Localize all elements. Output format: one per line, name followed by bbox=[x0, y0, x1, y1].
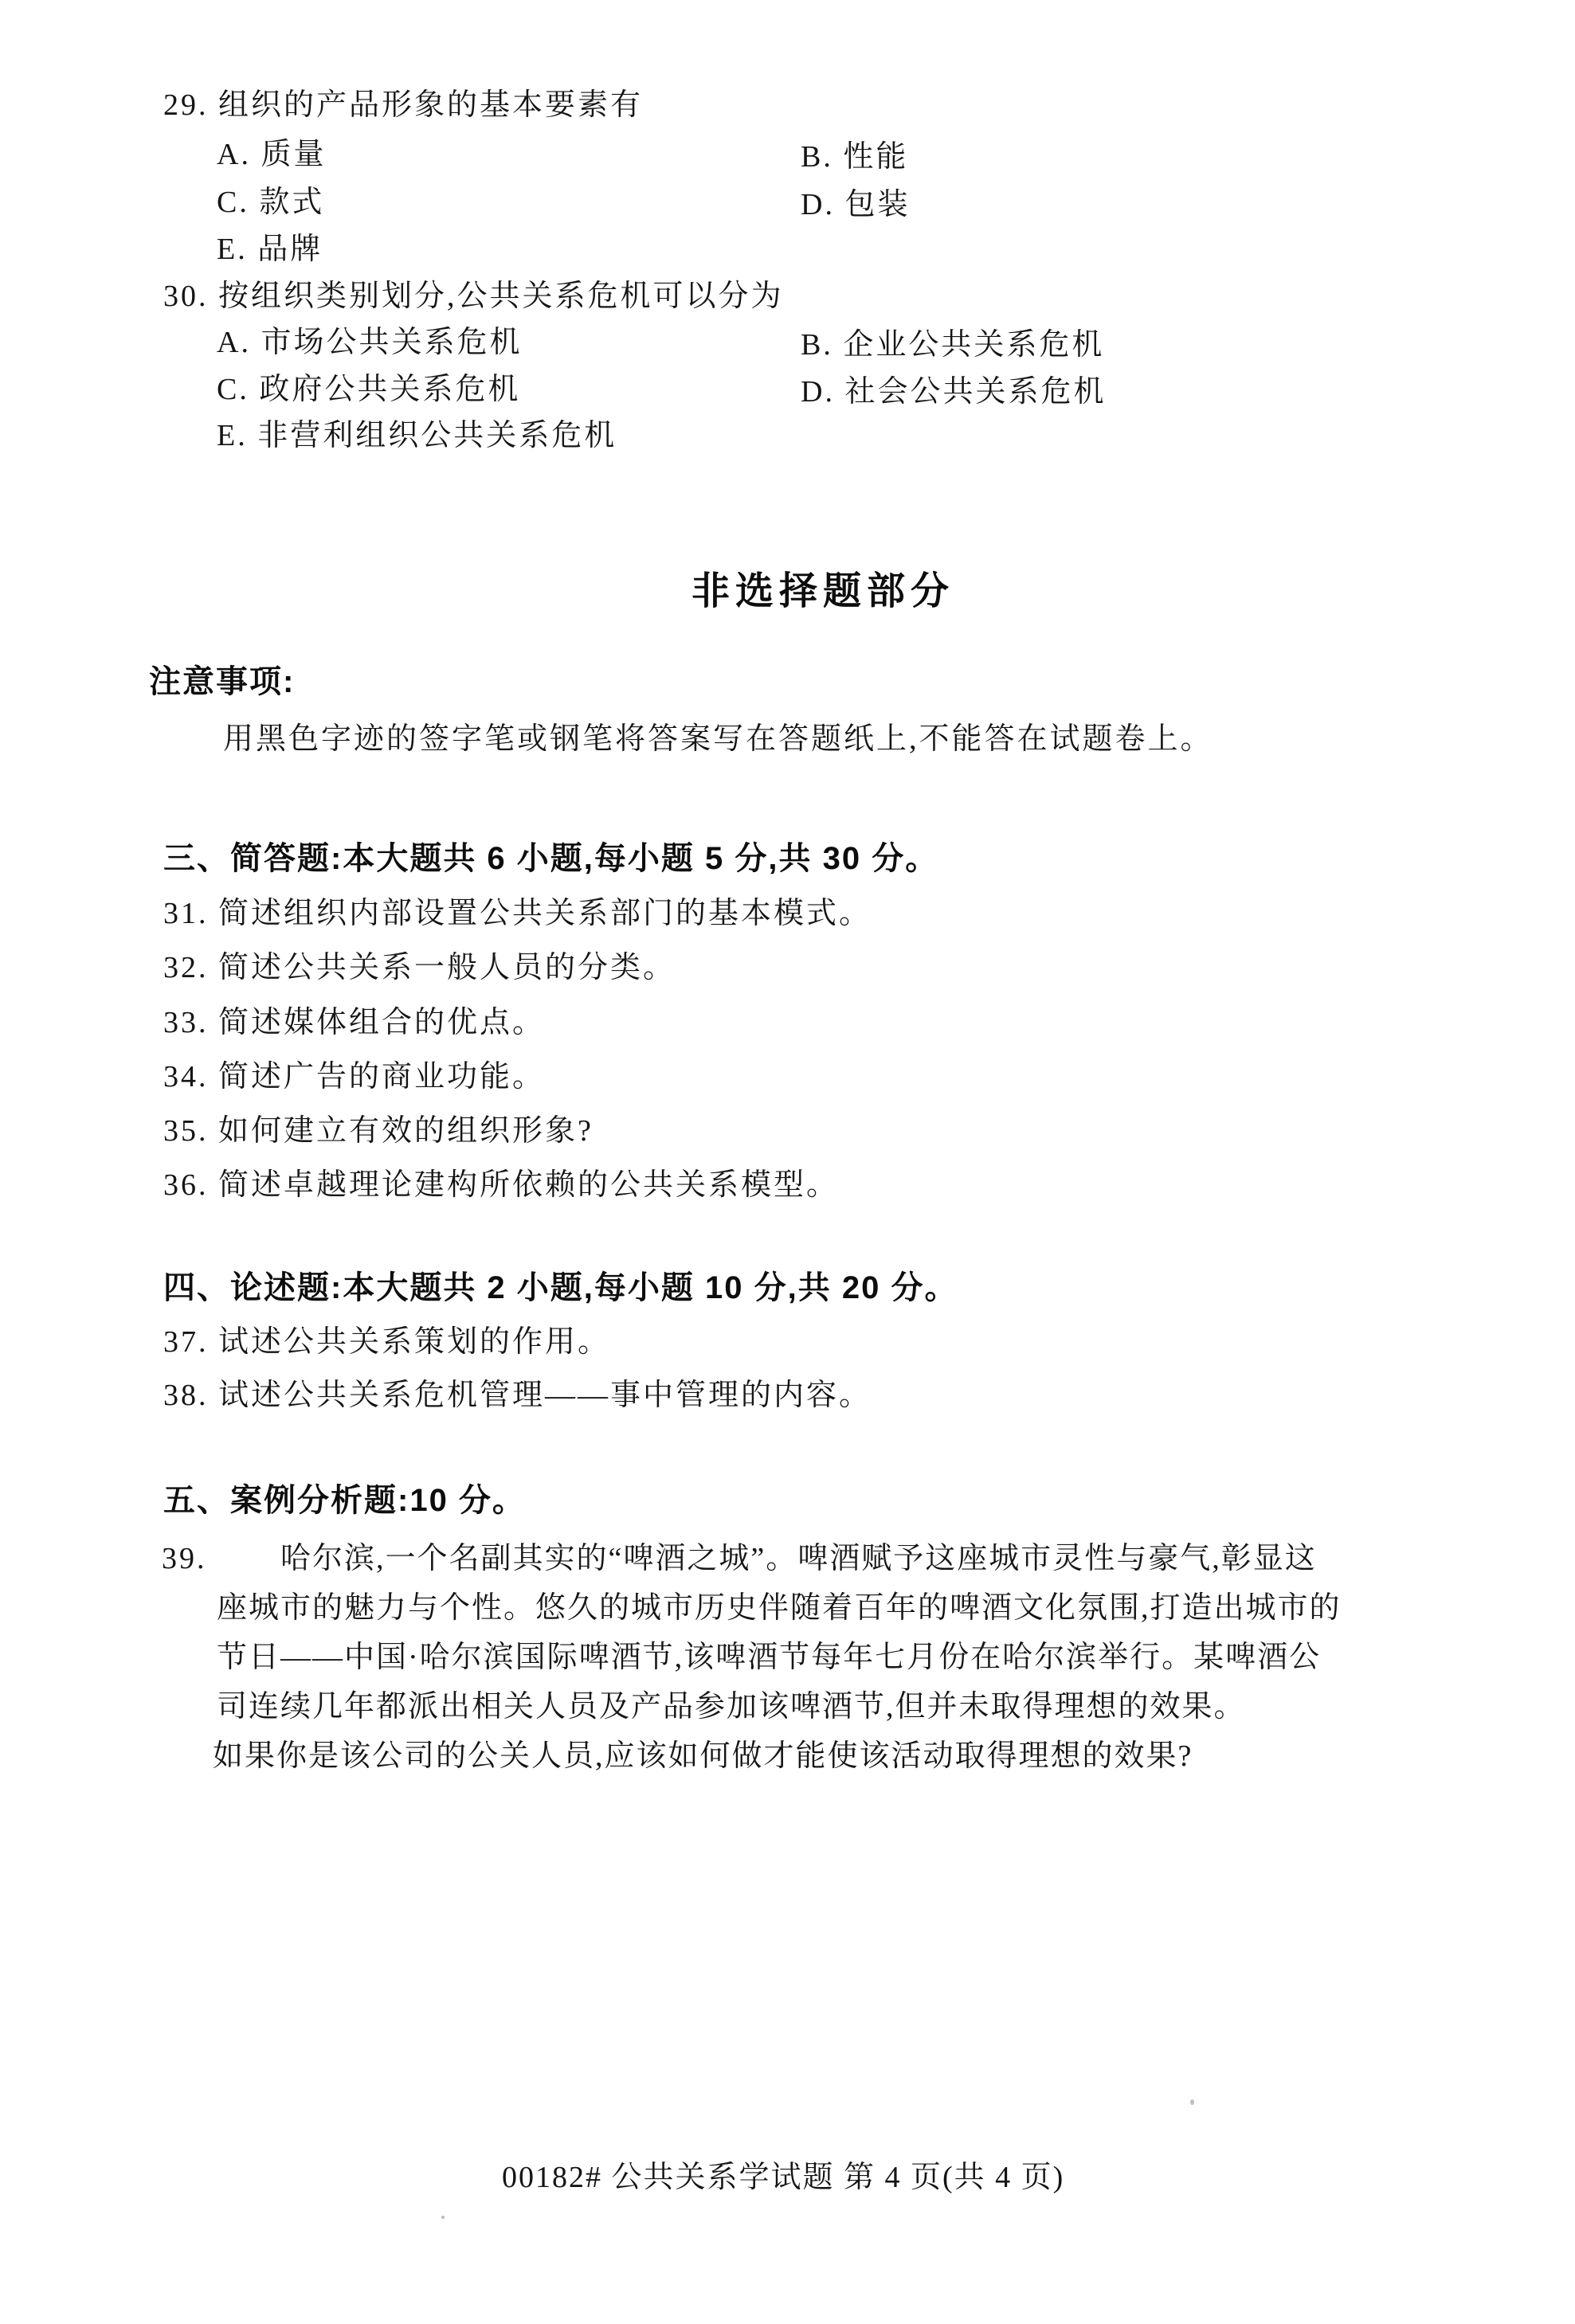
notice-label: 注意事项: bbox=[149, 664, 296, 699]
question-39-line-2: 座城市的魅力与个性。悠久的城市历史伴随着百年的啤酒文化氛围,打造出城市的 bbox=[217, 1591, 1342, 1625]
scan-speck bbox=[441, 2216, 445, 2219]
question-36: 36. 简述卓越理论建构所依赖的公共关系模型。 bbox=[163, 1168, 840, 1202]
non-choice-section-title: 非选择题部分 bbox=[692, 570, 955, 612]
question-39-line-4: 司连续几年都派出相关人员及产品参加该啤酒节,但并未取得理想的效果。 bbox=[217, 1690, 1246, 1723]
question-34: 34. 简述广告的商业功能。 bbox=[163, 1060, 546, 1094]
question-30-option-e: E. 非营利组织公共关系危机 bbox=[217, 419, 617, 452]
section-4-heading: 四、论述题:本大题共 2 小题,每小题 10 分,共 20 分。 bbox=[163, 1270, 958, 1305]
page-footer: 00182# 公共关系学试题 第 4 页(共 4 页) bbox=[502, 2161, 1065, 2194]
question-38: 38. 试述公共关系危机管理——事中管理的内容。 bbox=[163, 1379, 872, 1412]
question-33: 33. 简述媒体组合的优点。 bbox=[163, 1006, 546, 1039]
question-30-option-a: A. 市场公共关系危机 bbox=[217, 326, 523, 359]
question-35: 35. 如何建立有效的组织形象? bbox=[163, 1114, 594, 1148]
question-39-number: 39. bbox=[162, 1542, 207, 1575]
question-29-option-a: A. 质量 bbox=[217, 138, 327, 171]
scan-speck bbox=[1190, 2099, 1194, 2105]
question-39-line-3: 节日——中国·哈尔滨国际啤酒节,该啤酒节每年七月份在哈尔滨举行。某啤酒公 bbox=[217, 1641, 1322, 1674]
question-30-option-b: B. 企业公共关系危机 bbox=[801, 328, 1105, 362]
question-29-option-c: C. 款式 bbox=[217, 186, 325, 219]
question-37: 37. 试述公共关系策划的作用。 bbox=[163, 1325, 611, 1359]
question-29-option-e: E. 品牌 bbox=[217, 233, 323, 266]
section-5-heading: 五、案例分析题:10 分。 bbox=[163, 1483, 526, 1518]
question-30-option-c: C. 政府公共关系危机 bbox=[217, 373, 521, 406]
question-39-line-5: 如果你是该公司的公关人员,应该如何做才能使该活动取得理想的效果? bbox=[213, 1739, 1193, 1773]
question-30-option-d: D. 社会公共关系危机 bbox=[801, 375, 1107, 409]
question-31: 31. 简述组织内部设置公共关系部门的基本模式。 bbox=[163, 897, 872, 930]
question-29-option-d: D. 包装 bbox=[801, 188, 911, 221]
question-29-stem: 29. 组织的产品形象的基本要素有 bbox=[163, 88, 644, 122]
question-29-option-b: B. 性能 bbox=[801, 140, 909, 174]
section-3-heading: 三、简答题:本大题共 6 小题,每小题 5 分,共 30 分。 bbox=[163, 841, 939, 876]
question-30-stem: 30. 按组织类别划分,公共关系危机可以分为 bbox=[163, 280, 784, 313]
question-39-line-1: 哈尔滨,一个名副其实的“啤酒之城”。啤酒赋予这座城市灵性与豪气,彰显这 bbox=[280, 1542, 1317, 1575]
question-32: 32. 简述公共关系一般人员的分类。 bbox=[163, 951, 676, 984]
notice-text: 用黑色字迹的签字笔或钢笔将答案写在答题纸上,不能答在试题卷上。 bbox=[223, 722, 1213, 756]
